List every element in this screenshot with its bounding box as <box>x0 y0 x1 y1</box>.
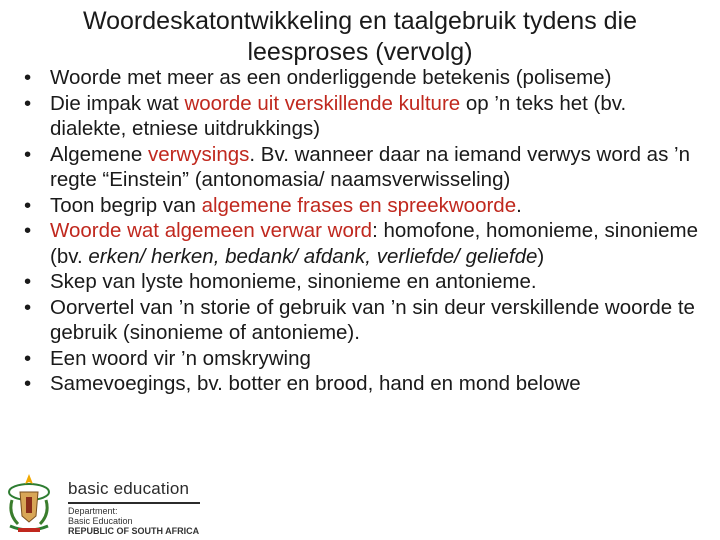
brand-name: basic education <box>68 479 190 498</box>
bullet-item <box>18 218 708 269</box>
dept-line-1: Department: <box>68 506 118 516</box>
bullet-item <box>18 269 708 295</box>
highlighted-text: Woorde wat algemeen verwar word <box>50 219 373 242</box>
bullet-text: . <box>516 193 522 217</box>
department-label <box>68 506 199 536</box>
coat-of-arms-icon <box>4 470 54 536</box>
bullet-list <box>18 65 708 397</box>
bullet-text: Toon begrip van <box>50 193 202 217</box>
slide-title <box>40 6 680 68</box>
title-line-1: Woordeskatontwikkeling en taalgebruik tydens die <box>82 7 638 35</box>
bullet-text: Die impak wat <box>50 91 185 115</box>
dept-line-2: Basic Education <box>68 516 133 526</box>
bullet-text: Een woord vir ’n omskrywing <box>50 346 311 370</box>
bullet-text: Woorde met meer as een onderliggende betekenis (poliseme) <box>50 66 612 89</box>
bullet-item <box>18 65 708 91</box>
dept-line-3: REPUBLIC OF SOUTH AFRICA <box>68 526 200 536</box>
bullet-item <box>18 371 708 397</box>
highlighted-text: algemene frases en spreekwoorde <box>201 193 517 217</box>
italic-text: erken/ herken, bedank/ afdank, verliefde/ geliefde <box>88 244 538 268</box>
title-line-2: leesproses (vervolg) <box>247 38 473 66</box>
highlighted-text: verwysings <box>148 142 250 166</box>
brand-divider <box>68 502 200 504</box>
bullet-text: Algemene <box>50 142 149 166</box>
bullet-text: : homofone, homonieme, sinonieme (bv. <box>50 219 698 268</box>
bullet-item <box>18 193 708 219</box>
footer-logo <box>0 466 300 540</box>
bullet-text: . Bv. wanneer daar na iemand verwys word as ’n regte “Einstein” (antonomasia/ naamsverwisseling) <box>50 142 690 191</box>
bullet-text: ) <box>537 244 545 268</box>
bullet-list-container <box>18 65 708 397</box>
highlighted-text: woorde uit verskillende kulture <box>184 91 461 115</box>
bullet-text: Skep van lyste homonieme, sinonieme en antonieme. <box>50 270 537 293</box>
bullet-text: Samevoegings, bv. botter en brood, hand en mond belowe <box>50 372 581 395</box>
bullet-item <box>18 295 708 346</box>
bullet-text: Oorvertel van ’n storie of gebruik van ’n sin deur verskillende woorde te gebruik (sinonieme of antonieme). <box>50 295 695 344</box>
bullet-item <box>18 142 708 193</box>
bullet-item <box>18 346 708 372</box>
bullet-item <box>18 91 708 142</box>
bullet-text: op ’n teks het (bv. dialekte, etniese uitdrukkings) <box>50 91 627 140</box>
